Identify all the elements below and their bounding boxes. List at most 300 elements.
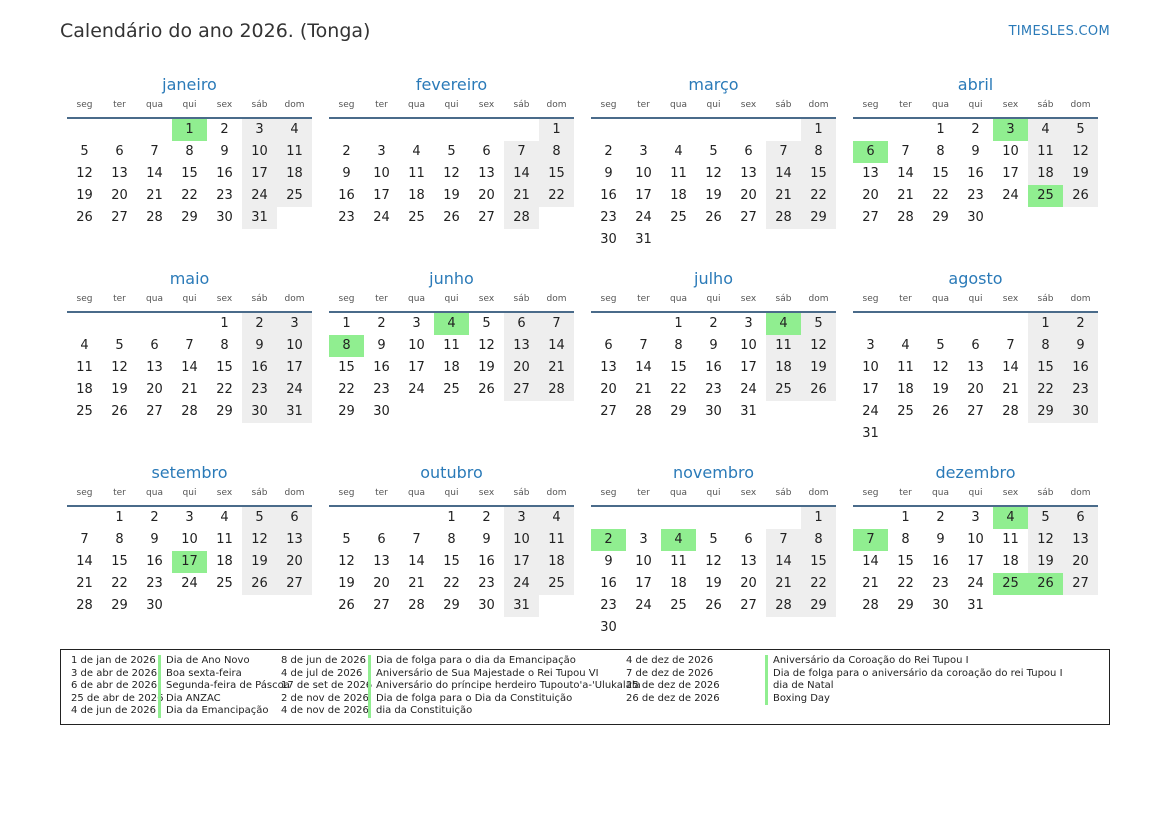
day-cell: 12 — [338, 554, 355, 569]
month-name: setembro — [151, 463, 228, 482]
day-cell: 18 — [408, 188, 425, 203]
day-cell: 21 — [897, 188, 914, 203]
day-cell: 6 — [504, 313, 539, 335]
day-cell: 29 — [1028, 401, 1063, 423]
day-cell: 17 — [635, 188, 652, 203]
day-cell: 13 — [740, 554, 757, 569]
day-grid — [591, 119, 836, 251]
day-cell: 16 — [932, 554, 949, 569]
day-cell: 29 — [338, 404, 355, 419]
weekday-label: seg — [600, 100, 617, 110]
day-cell: 18 — [277, 163, 312, 185]
empty-cell — [696, 507, 731, 529]
day-cell: 21 — [635, 382, 652, 397]
day-cell: 1 — [674, 316, 683, 331]
legend-dates-3 — [626, 655, 720, 705]
day-cell: 13 — [967, 360, 984, 375]
day-cell: 19 — [1063, 163, 1098, 185]
day-cell: 12 — [705, 166, 722, 181]
weekday-label: qua — [932, 100, 949, 110]
day-cell: 28 — [766, 207, 801, 229]
weekday-label: ter — [113, 100, 126, 110]
day-cell: 18 — [897, 382, 914, 397]
weekday-label: qua — [408, 294, 425, 304]
day-cell: 3 — [504, 507, 539, 529]
weekday-label: qui — [182, 100, 197, 110]
day-cell: 2 — [971, 122, 980, 137]
legend-holiday: Dia de Ano Novo — [158, 655, 290, 668]
day-cell: 26 — [443, 210, 460, 225]
weekday-label: ter — [637, 488, 650, 498]
empty-cell — [329, 507, 364, 529]
empty-cell — [399, 119, 434, 141]
day-cell: 4 — [412, 144, 421, 159]
weekday-label: ter — [375, 294, 388, 304]
day-cell: 3 — [639, 144, 648, 159]
day-cell: 17 — [740, 360, 757, 375]
day-cell: 7 — [766, 529, 801, 551]
day-cell: 1 — [220, 316, 229, 331]
holiday-day: 7 — [853, 529, 888, 551]
day-cell: 28 — [635, 404, 652, 419]
day-cell: 22 — [443, 576, 460, 591]
weekday-label: sex — [216, 294, 233, 304]
day-cell: 17 — [373, 188, 390, 203]
day-cell: 15 — [670, 360, 687, 375]
legend-holiday: Segunda-feira de Páscoa — [158, 680, 290, 693]
day-cell: 4 — [277, 119, 312, 141]
day-grid — [67, 313, 312, 423]
day-cell: 6 — [377, 532, 386, 547]
day-cell: 24 — [967, 576, 984, 591]
day-cell: 14 — [862, 554, 879, 569]
weekday-label: sáb — [1037, 488, 1054, 498]
weekday-label: sex — [740, 294, 757, 304]
day-cell: 31 — [967, 598, 984, 613]
weekday-header — [853, 98, 1098, 119]
day-cell: 18 — [443, 360, 460, 375]
empty-cell — [661, 119, 696, 141]
weekday-label: qua — [670, 488, 687, 498]
holiday-day: 25 — [993, 573, 1028, 595]
day-cell: 10 — [740, 338, 757, 353]
day-cell: 28 — [1002, 404, 1019, 419]
site-link[interactable]: TIMESLES.COM — [1008, 24, 1110, 39]
day-cell: 2 — [220, 122, 229, 137]
day-cell: 27 — [740, 598, 757, 613]
month-7 — [853, 266, 1098, 460]
month-4 — [67, 266, 312, 460]
day-cell: 14 — [635, 360, 652, 375]
day-cell: 24 — [373, 210, 390, 225]
day-cell: 17 — [967, 554, 984, 569]
day-cell: 25 — [408, 210, 425, 225]
weekday-label: sex — [1002, 100, 1019, 110]
weekday-label: qui — [706, 294, 721, 304]
day-cell: 7 — [185, 338, 194, 353]
day-cell: 20 — [373, 576, 390, 591]
day-cell: 29 — [897, 598, 914, 613]
weekday-label: qui — [706, 100, 721, 110]
holiday-day: 2 — [591, 529, 626, 551]
day-cell: 3 — [242, 119, 277, 141]
day-grid — [853, 313, 1098, 445]
day-cell: 4 — [80, 338, 89, 353]
day-cell: 1 — [342, 316, 351, 331]
day-cell: 7 — [1006, 338, 1015, 353]
day-cell: 19 — [705, 188, 722, 203]
legend-holiday: dia de Natal — [765, 680, 1063, 693]
day-cell: 28 — [146, 210, 163, 225]
day-cell: 15 — [801, 163, 836, 185]
day-cell: 7 — [639, 338, 648, 353]
day-cell: 30 — [1063, 401, 1098, 423]
day-cell: 21 — [862, 576, 879, 591]
day-cell: 12 — [111, 360, 128, 375]
day-cell: 3 — [185, 510, 194, 525]
day-cell: 9 — [377, 338, 386, 353]
day-cell: 22 — [539, 185, 574, 207]
day-cell: 10 — [967, 532, 984, 547]
day-cell: 13 — [277, 529, 312, 551]
day-cell: 14 — [766, 551, 801, 573]
legend-names-1 — [158, 655, 290, 718]
month-name: junho — [429, 269, 474, 288]
legend-holiday: Dia de folga para o dia da Emancipação — [368, 655, 641, 668]
empty-cell — [102, 313, 137, 335]
legend-holiday: Dia de folga para o aniversário da coroação do rei Tupou I — [765, 668, 1063, 681]
weekday-label: seg — [338, 294, 355, 304]
day-cell: 24 — [862, 404, 879, 419]
month-8 — [67, 460, 312, 654]
weekday-header — [853, 292, 1098, 313]
day-cell: 3 — [377, 144, 386, 159]
day-cell: 18 — [76, 382, 93, 397]
day-cell: 15 — [111, 554, 128, 569]
empty-cell — [888, 119, 923, 141]
weekday-label: sáb — [1037, 294, 1054, 304]
day-cell: 25 — [766, 379, 801, 401]
day-cell: 12 — [76, 166, 93, 181]
day-cell: 8 — [674, 338, 683, 353]
day-cell: 4 — [901, 338, 910, 353]
legend-dates-1 — [71, 655, 163, 718]
day-cell: 1 — [801, 507, 836, 529]
day-cell: 23 — [932, 576, 949, 591]
day-cell: 26 — [111, 404, 128, 419]
weekday-label: dom — [808, 488, 829, 498]
day-cell: 27 — [967, 404, 984, 419]
day-cell: 31 — [740, 404, 757, 419]
legend-date: 4 de jun de 2026 — [71, 705, 156, 717]
day-cell: 16 — [338, 188, 355, 203]
day-cell: 16 — [705, 360, 722, 375]
day-cell: 22 — [181, 188, 198, 203]
day-cell: 15 — [181, 166, 198, 181]
weekday-label: qui — [444, 100, 459, 110]
day-cell: 17 — [635, 576, 652, 591]
weekday-label: dom — [1070, 488, 1091, 498]
legend-date: 1 de jan de 2026 — [71, 655, 156, 666]
month-5 — [329, 266, 574, 460]
weekday-label: sáb — [513, 100, 530, 110]
day-cell: 2 — [936, 510, 945, 525]
day-cell: 24 — [277, 379, 312, 401]
day-cell: 18 — [1028, 163, 1063, 185]
day-grid — [329, 507, 574, 617]
day-cell: 17 — [1002, 166, 1019, 181]
empty-cell — [958, 313, 993, 335]
day-cell: 8 — [447, 532, 456, 547]
day-cell: 5 — [709, 144, 718, 159]
day-cell: 5 — [115, 338, 124, 353]
day-cell: 10 — [408, 338, 425, 353]
legend-holiday: dia da Constituição — [368, 705, 641, 718]
day-cell: 11 — [670, 166, 687, 181]
day-cell: 12 — [242, 529, 277, 551]
day-cell: 18 — [539, 551, 574, 573]
month-1 — [329, 72, 574, 266]
day-cell: 14 — [76, 554, 93, 569]
day-cell: 9 — [604, 166, 613, 181]
weekday-label: sex — [1002, 294, 1019, 304]
empty-cell — [67, 507, 102, 529]
day-cell: 15 — [338, 360, 355, 375]
day-cell: 12 — [478, 338, 495, 353]
day-cell: 3 — [971, 510, 980, 525]
day-cell: 10 — [504, 529, 539, 551]
day-cell: 8 — [1028, 335, 1063, 357]
day-cell: 20 — [967, 382, 984, 397]
empty-cell — [993, 313, 1028, 335]
day-cell: 4 — [539, 507, 574, 529]
weekday-label: seg — [862, 294, 879, 304]
empty-cell — [102, 119, 137, 141]
day-cell: 16 — [600, 188, 617, 203]
empty-cell — [853, 507, 888, 529]
day-cell: 31 — [504, 595, 539, 617]
empty-cell — [766, 507, 801, 529]
page-title: Calendário do ano 2026. (Tonga) — [60, 20, 371, 42]
day-cell: 19 — [932, 382, 949, 397]
day-cell: 9 — [242, 335, 277, 357]
day-cell: 13 — [862, 166, 879, 181]
weekday-label: qua — [932, 488, 949, 498]
weekday-label: dom — [546, 488, 567, 498]
day-cell: 16 — [373, 360, 390, 375]
day-cell: 26 — [932, 404, 949, 419]
month-0 — [67, 72, 312, 266]
day-cell: 11 — [539, 529, 574, 551]
weekday-label: qui — [706, 488, 721, 498]
day-cell: 8 — [115, 532, 124, 547]
day-cell: 20 — [146, 382, 163, 397]
day-cell: 17 — [242, 163, 277, 185]
day-cell: 5 — [342, 532, 351, 547]
day-cell: 31 — [277, 401, 312, 423]
day-cell: 24 — [635, 210, 652, 225]
weekday-label: seg — [600, 488, 617, 498]
month-11 — [853, 460, 1098, 654]
day-cell: 11 — [277, 141, 312, 163]
day-cell: 12 — [443, 166, 460, 181]
month-name: outubro — [420, 463, 483, 482]
empty-cell — [696, 119, 731, 141]
legend-holiday: Dia de folga para o Dia da Constituição — [368, 693, 641, 706]
day-cell: 24 — [740, 382, 757, 397]
month-name: janeiro — [162, 75, 217, 94]
day-cell: 16 — [600, 576, 617, 591]
day-cell: 20 — [1063, 551, 1098, 573]
day-cell: 21 — [504, 185, 539, 207]
day-cell: 27 — [862, 210, 879, 225]
day-cell: 17 — [408, 360, 425, 375]
day-cell: 25 — [670, 598, 687, 613]
day-cell: 21 — [766, 573, 801, 595]
day-cell: 15 — [539, 163, 574, 185]
day-cell: 20 — [478, 188, 495, 203]
day-cell: 14 — [766, 163, 801, 185]
month-name: maio — [169, 269, 210, 288]
legend-date: 8 de jun de 2026 — [281, 655, 366, 666]
day-cell: 1 — [447, 510, 456, 525]
empty-cell — [434, 119, 469, 141]
day-cell: 20 — [111, 188, 128, 203]
weekday-label: sáb — [775, 488, 792, 498]
day-cell: 29 — [801, 207, 836, 229]
legend-holiday: Dia ANZAC — [158, 693, 290, 706]
day-cell: 8 — [220, 338, 229, 353]
day-cell: 11 — [216, 532, 233, 547]
empty-cell — [626, 119, 661, 141]
day-cell: 14 — [539, 335, 574, 357]
day-cell: 18 — [766, 357, 801, 379]
day-cell: 8 — [901, 532, 910, 547]
weekday-label: ter — [113, 294, 126, 304]
weekday-label: dom — [284, 100, 305, 110]
day-cell: 1 — [539, 119, 574, 141]
day-cell: 23 — [478, 576, 495, 591]
day-cell: 3 — [412, 316, 421, 331]
empty-cell — [888, 313, 923, 335]
empty-cell — [853, 313, 888, 335]
day-cell: 29 — [801, 595, 836, 617]
holiday-day: 4 — [434, 313, 469, 335]
day-cell: 7 — [901, 144, 910, 159]
legend-holiday: Boxing Day — [765, 693, 1063, 706]
day-cell: 18 — [216, 554, 233, 569]
day-cell: 12 — [801, 335, 836, 357]
day-cell: 3 — [744, 316, 753, 331]
day-cell: 13 — [1063, 529, 1098, 551]
weekday-label: seg — [76, 488, 93, 498]
day-cell: 9 — [342, 166, 351, 181]
day-cell: 6 — [150, 338, 159, 353]
weekday-label: seg — [862, 488, 879, 498]
weekday-label: qua — [146, 294, 163, 304]
weekday-label: seg — [76, 294, 93, 304]
day-cell: 28 — [862, 598, 879, 613]
weekday-label: sáb — [513, 488, 530, 498]
weekday-label: sex — [1002, 488, 1019, 498]
weekday-label: dom — [1070, 294, 1091, 304]
day-cell: 6 — [482, 144, 491, 159]
day-cell: 23 — [1063, 379, 1098, 401]
day-cell: 25 — [277, 185, 312, 207]
month-name: dezembro — [935, 463, 1016, 482]
day-grid — [329, 119, 574, 229]
weekday-label: sáb — [251, 294, 268, 304]
day-cell: 19 — [76, 188, 93, 203]
day-cell: 9 — [709, 338, 718, 353]
weekday-label: sex — [478, 294, 495, 304]
weekday-label: dom — [1070, 100, 1091, 110]
day-cell: 7 — [766, 141, 801, 163]
day-cell: 23 — [600, 598, 617, 613]
day-cell: 15 — [897, 554, 914, 569]
day-cell: 2 — [242, 313, 277, 335]
day-cell: 26 — [801, 379, 836, 401]
day-cell: 15 — [801, 551, 836, 573]
empty-cell — [172, 313, 207, 335]
day-cell: 23 — [967, 188, 984, 203]
day-cell: 24 — [242, 185, 277, 207]
day-cell: 25 — [443, 382, 460, 397]
day-cell: 6 — [971, 338, 980, 353]
day-cell: 19 — [111, 382, 128, 397]
day-cell: 19 — [801, 357, 836, 379]
weekday-label: seg — [338, 100, 355, 110]
empty-cell — [329, 119, 364, 141]
legend-date: 2 de nov de 2026 — [281, 692, 369, 704]
empty-cell — [364, 507, 399, 529]
day-cell: 21 — [766, 185, 801, 207]
day-cell: 1 — [901, 510, 910, 525]
day-cell: 22 — [897, 576, 914, 591]
empty-cell — [67, 313, 102, 335]
day-cell: 22 — [801, 185, 836, 207]
weekday-header — [67, 292, 312, 313]
day-cell: 11 — [76, 360, 93, 375]
day-cell: 26 — [338, 598, 355, 613]
day-cell: 25 — [216, 576, 233, 591]
day-cell: 2 — [342, 144, 351, 159]
day-cell: 26 — [478, 382, 495, 397]
weekday-label: ter — [899, 488, 912, 498]
day-cell: 2 — [150, 510, 159, 525]
day-cell: 30 — [600, 620, 617, 635]
day-cell: 23 — [600, 210, 617, 225]
day-cell: 6 — [1063, 507, 1098, 529]
holiday-day: 17 — [172, 551, 207, 573]
weekday-label: sáb — [775, 294, 792, 304]
day-cell: 3 — [277, 313, 312, 335]
weekday-label: dom — [284, 488, 305, 498]
holiday-day: 1 — [172, 119, 207, 141]
day-cell: 2 — [709, 316, 718, 331]
day-cell: 13 — [740, 166, 757, 181]
day-grid — [853, 119, 1098, 229]
day-cell: 21 — [1002, 382, 1019, 397]
day-cell: 20 — [504, 357, 539, 379]
day-cell: 5 — [80, 144, 89, 159]
weekday-header — [591, 98, 836, 119]
empty-cell — [591, 313, 626, 335]
day-cell: 27 — [111, 210, 128, 225]
day-cell: 27 — [740, 210, 757, 225]
day-cell: 21 — [181, 382, 198, 397]
weekday-label: seg — [862, 100, 879, 110]
